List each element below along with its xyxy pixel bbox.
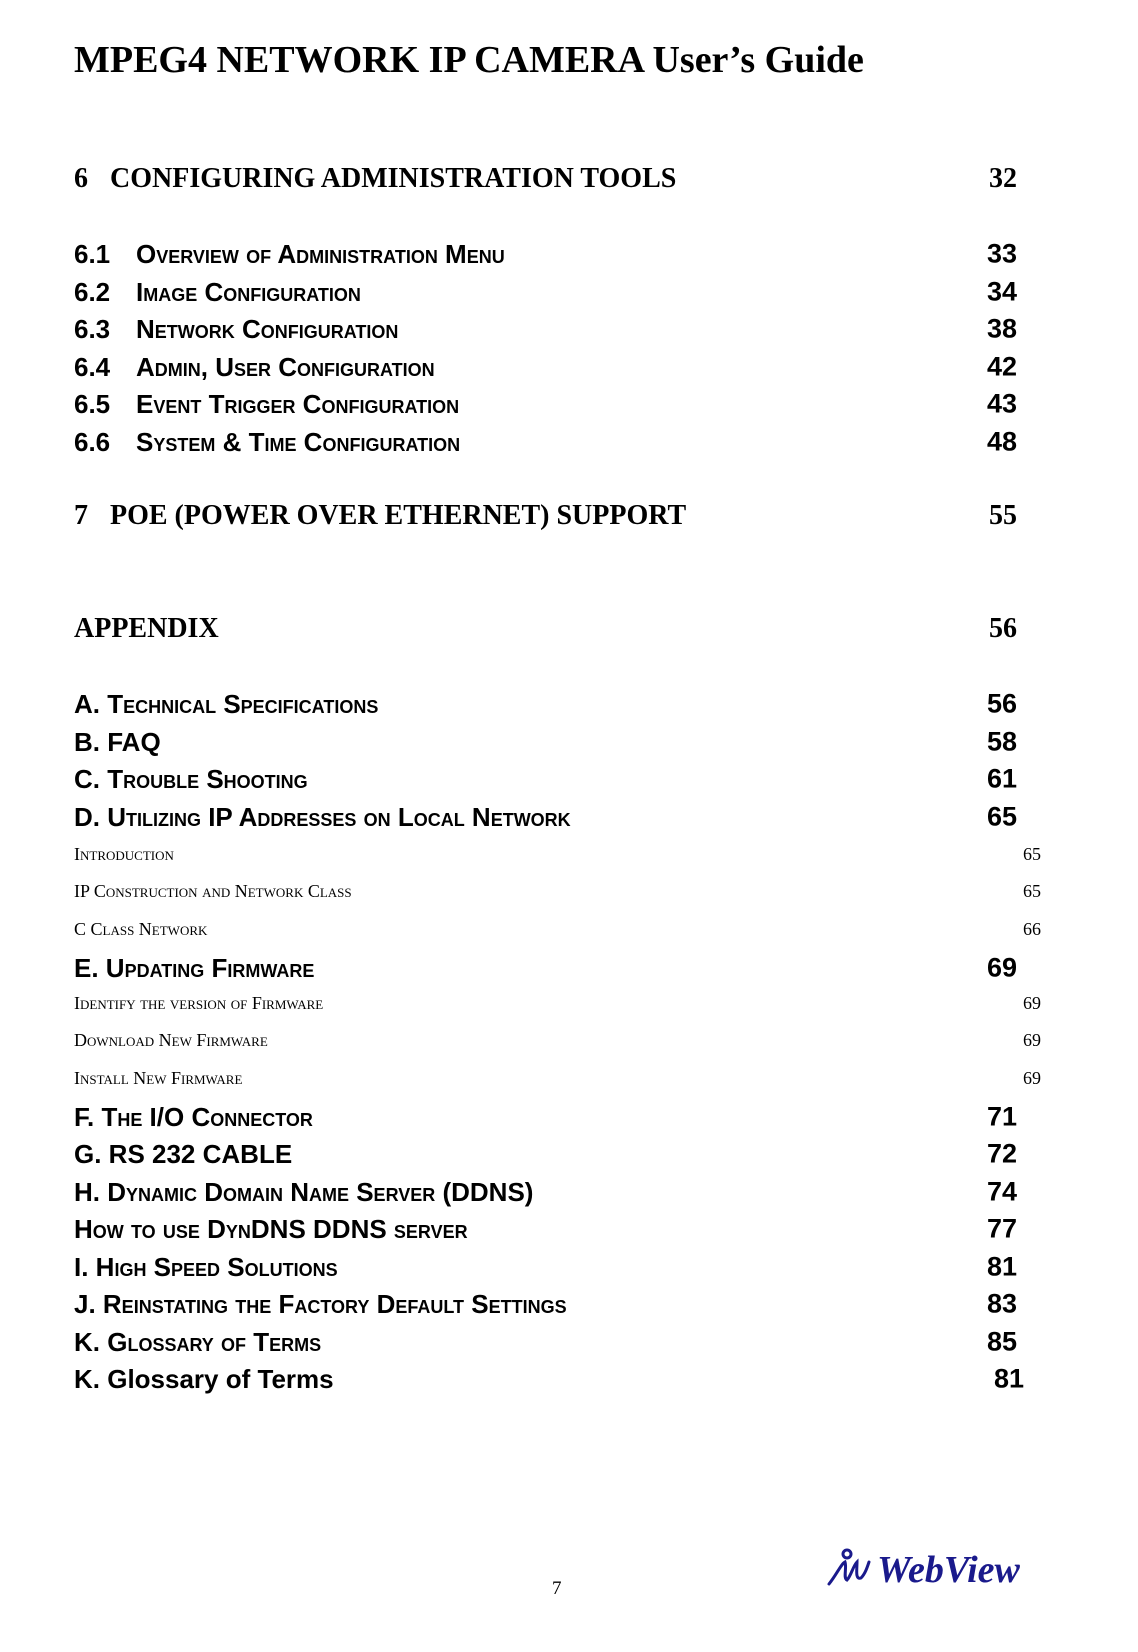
toc-appendix-j[interactable]: J. Reinstating the Factory Default Settings [74,1289,567,1319]
document-title: MPEG4 NETWORK IP CAMERA User’s Guide [74,39,864,81]
chapter-title: POE (POWER OVER ETHERNET) SUPPORT [110,500,687,531]
page-number: 56 [986,688,1017,719]
page-number: 38 [986,313,1017,344]
toc-subsection[interactable]: Install New Firmware [74,1068,243,1088]
section-title: Event Trigger Configuration [136,389,460,419]
section-number: 6.1 [74,239,111,269]
page-number: 56 [989,613,1017,644]
toc-subsection[interactable]: Identify the version of Firmware [74,993,324,1013]
section-number: 6.2 [74,277,111,307]
page-number: 65 [1023,844,1041,864]
page-number: 55 [989,500,1017,531]
webview-logo [825,1546,1040,1590]
toc-subsection[interactable]: IP Construction and Network Class [74,881,352,901]
page-number: 65 [1023,881,1041,901]
toc-appendix-h[interactable]: H. Dynamic Domain Name Server (DDNS) [74,1177,534,1207]
toc-appendix-k-duplicate[interactable]: K. Glossary of Terms [74,1364,334,1394]
page-number: 48 [986,426,1017,457]
toc-subsection[interactable]: Introduction [74,844,174,864]
page-number: 69 [1023,993,1041,1013]
toc-section-6-2[interactable] [74,279,361,305]
page-number: 43 [986,388,1017,419]
page-number: 81 [993,1363,1024,1394]
page-number: 81 [986,1251,1017,1282]
section-title: System & Time Configuration [136,427,461,457]
page-number: 69 [1023,1068,1041,1088]
page-number: 32 [989,163,1017,194]
page-number: 34 [986,276,1017,307]
page-number: 61 [986,763,1017,794]
page-number: 74 [986,1176,1017,1207]
section-number: 6.3 [74,314,111,344]
chapter-number: 7 [74,500,88,531]
page-number: 69 [986,952,1017,983]
page-number: 71 [986,1101,1017,1132]
page-number: 66 [1023,919,1041,939]
section-number: 6.4 [74,352,111,382]
toc-appendix-e[interactable]: E. Updating Firmware [74,953,315,983]
page-number: 58 [986,726,1017,757]
page-number: 72 [986,1138,1017,1169]
toc-section-6-4[interactable] [74,354,435,380]
footer-page-number: 7 [552,1578,562,1599]
toc-appendix-g[interactable]: G. RS 232 CABLE [74,1139,293,1169]
toc-appendix-h-dyndns[interactable]: How to use DynDNS DDNS server [74,1214,468,1244]
section-title: Admin, User Configuration [136,352,435,382]
page-number: 65 [986,801,1017,832]
page-number: 69 [1023,1030,1041,1050]
page-number: 77 [986,1213,1017,1244]
section-title: Image Configuration [136,277,361,307]
section-title: Network Configuration [136,314,399,344]
page-number: 85 [986,1326,1017,1357]
toc-section-6-5[interactable] [74,391,459,417]
svg-text:WebView: WebView [877,1549,1020,1590]
section-title: Overview of Administration Menu [136,239,505,269]
chapter-number: 6 [74,163,88,194]
toc-appendix-k[interactable]: K. Glossary of Terms [74,1327,322,1357]
toc-appendix-f[interactable]: F. The I/O Connector [74,1102,313,1132]
section-number: 6.6 [74,427,111,457]
page-number: 33 [986,238,1017,269]
toc-chapter-7[interactable] [74,502,686,530]
toc-appendix[interactable]: APPENDIX [74,613,219,644]
toc-appendix-c[interactable]: C. Trouble Shooting [74,764,308,794]
page-number: 42 [986,351,1017,382]
chapter-title: CONFIGURING ADMINISTRATION TOOLS [110,163,677,194]
page-number: 83 [986,1288,1017,1319]
section-number: 6.5 [74,389,111,419]
toc-subsection[interactable]: Download New Firmware [74,1030,268,1050]
toc-subsection[interactable]: C Class Network [74,919,208,939]
toc-appendix-i[interactable]: I. High Speed Solutions [74,1252,338,1282]
toc-section-6-3[interactable] [74,316,398,342]
toc-section-6-6[interactable] [74,429,460,455]
toc-appendix-d[interactable]: D. Utilizing IP Addresses on Local Network [74,802,571,832]
toc-appendix-a[interactable]: A. Technical Specifications [74,689,379,719]
toc-appendix-b[interactable]: B. FAQ [74,727,161,757]
toc-chapter-6[interactable] [74,165,676,193]
toc-section-6-1[interactable] [74,241,505,267]
